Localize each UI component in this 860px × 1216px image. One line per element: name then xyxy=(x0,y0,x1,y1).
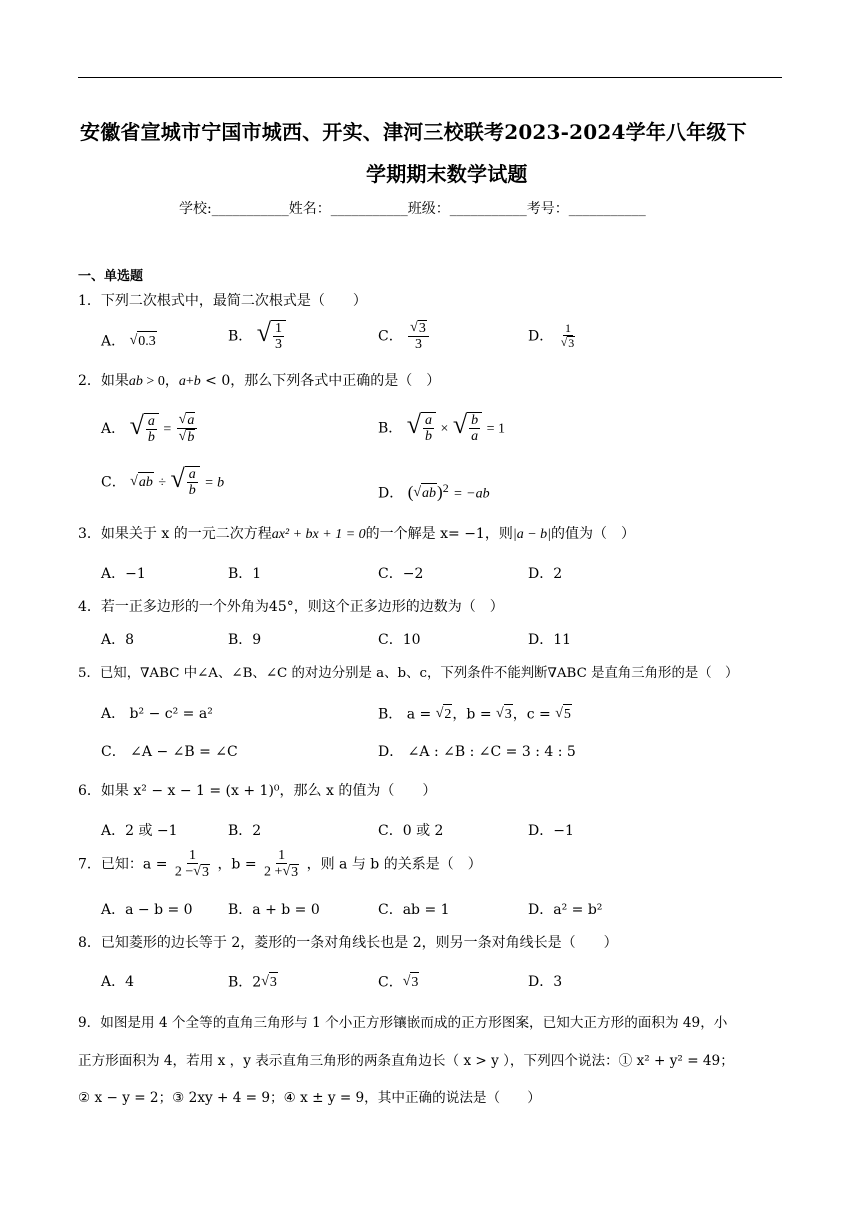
section-title: 一、单选题 xyxy=(78,269,144,284)
question-3-stem: 3．如果关于 x 的一元二次方程ax² + bx + 1 = 0的一个解是 x= −1，则|a − b|的值为（ ） xyxy=(78,526,635,542)
q5-option-d: D． ∠A : ∠B : ∠C = 3 : 4 : 5 xyxy=(378,744,576,760)
student-info-line: 学校:___________姓名：___________班级：___________考号：___________ xyxy=(179,201,646,217)
title-line-2: 学期期末数学试题 xyxy=(366,162,528,186)
q2-option-d: D． $(√ab)^2 = -ab$ xyxy=(378,478,490,505)
q6-option-d: D．−1 xyxy=(528,823,574,839)
question-1-stem: 1．下列二次根式中，最简二次根式是（ ） xyxy=(78,293,367,309)
q6-option-c: C．0 或 2 xyxy=(378,823,444,839)
question-2-stem: 2．如果ab > 0，a+b < 0，那么下列各式中正确的是（ ） xyxy=(78,373,441,389)
q1-option-d: D． $\frac{1}{√3}$ xyxy=(528,321,575,351)
q4-option-d: D．11 xyxy=(528,632,572,648)
q6-option-b: B．2 xyxy=(228,823,262,839)
q4-option-c: C．10 xyxy=(378,632,421,648)
q1-option-b: B． √ $\frac{1}{3}$ xyxy=(228,320,286,353)
q4-option-b: B．9 xyxy=(228,632,262,648)
q8-option-c: C．√3 xyxy=(378,972,419,993)
q5-option-c: C． ∠A − ∠B = ∠C xyxy=(101,744,238,760)
question-5-stem: 5．已知，∇ABC 中∠A、∠B、∠C 的对边分别是 a、b、c，下列条件不能判断∇ABC 是直角三角形的是（ ） xyxy=(78,666,739,681)
q5-option-a: A． b² − c² = a² xyxy=(101,706,213,722)
q7-option-b: B．a + b = 0 xyxy=(228,902,320,918)
q7-option-d: D．a² = b² xyxy=(528,902,603,918)
q3-option-c: C．−2 xyxy=(378,566,424,582)
q3-option-d: D．2 xyxy=(528,566,563,582)
q2-option-b: B． √ $\frac{a}{b}$ × √ $\frac{b}{a}$ = 1 xyxy=(378,410,505,445)
q8-option-b: B．2√3 xyxy=(228,972,278,993)
question-4-stem: 4．若一正多边形的一个外角为45°，则这个正多边形的边数为（ ） xyxy=(78,599,504,615)
question-9-line-2: 正方形面积为 4，若用 x ，y 表示直角三角形的两条直角边长（ x > y ），下列四个说法：① x² + y² = 49； xyxy=(78,1053,734,1069)
q2-option-c: C． √ab ÷ √ $\frac{a}{b}$ = b xyxy=(101,464,225,499)
q4-option-a: A．8 xyxy=(101,632,135,648)
q7-option-c: C．ab = 1 xyxy=(378,902,450,918)
top-rule xyxy=(78,77,782,78)
q8-option-a: A．4 xyxy=(101,974,135,990)
question-9-line-3: ② x − y = 2；③ 2xy + 4 = 9；④ x ± y = 9，其中正确的说法是（ ） xyxy=(78,1090,541,1106)
q3-option-a: A．−1 xyxy=(101,566,146,582)
q2-option-a: A． √ $\frac{a}{b}$ = $\frac{√a}{√b}$ xyxy=(101,412,198,446)
q3-option-b: B．1 xyxy=(228,566,262,582)
q8-option-d: D．3 xyxy=(528,974,563,990)
question-9-line-1: 9．如图是用 4 个全等的直角三角形与 1 个小正方形镶嵌而成的正方形图案，已知大正方形的面积为 49，小 xyxy=(78,1015,728,1031)
q6-option-a: A．2 或 −1 xyxy=(101,823,178,839)
question-8-stem: 8．已知菱形的边长等于 2，菱形的一条对角线长也是 2，则另一条对角线长是（ ） xyxy=(78,935,618,951)
question-7-stem: 7．已知：a = $\frac{1}{2 -√3}$ ，b = $\frac{1}{2 +√3}$ ，则 a 与 b 的关系是（ ） xyxy=(78,848,482,881)
q1-option-c: C． $\frac{√3}{3}$ xyxy=(378,320,430,353)
question-6-stem: 6．如果 x² − x − 1 = (x + 1)⁰，那么 x 的值为（ ） xyxy=(78,783,437,799)
q5-option-b: B． a = √2，b = √3，c = √5 xyxy=(378,704,572,725)
q1-option-a: A． √0.3 xyxy=(101,331,157,352)
title-line-1: 安徽省宣城市宁国市城西、开实、津河三校联考2023-2024学年八年级下 xyxy=(80,120,747,144)
q7-option-a: A．a − b = 0 xyxy=(101,902,193,918)
